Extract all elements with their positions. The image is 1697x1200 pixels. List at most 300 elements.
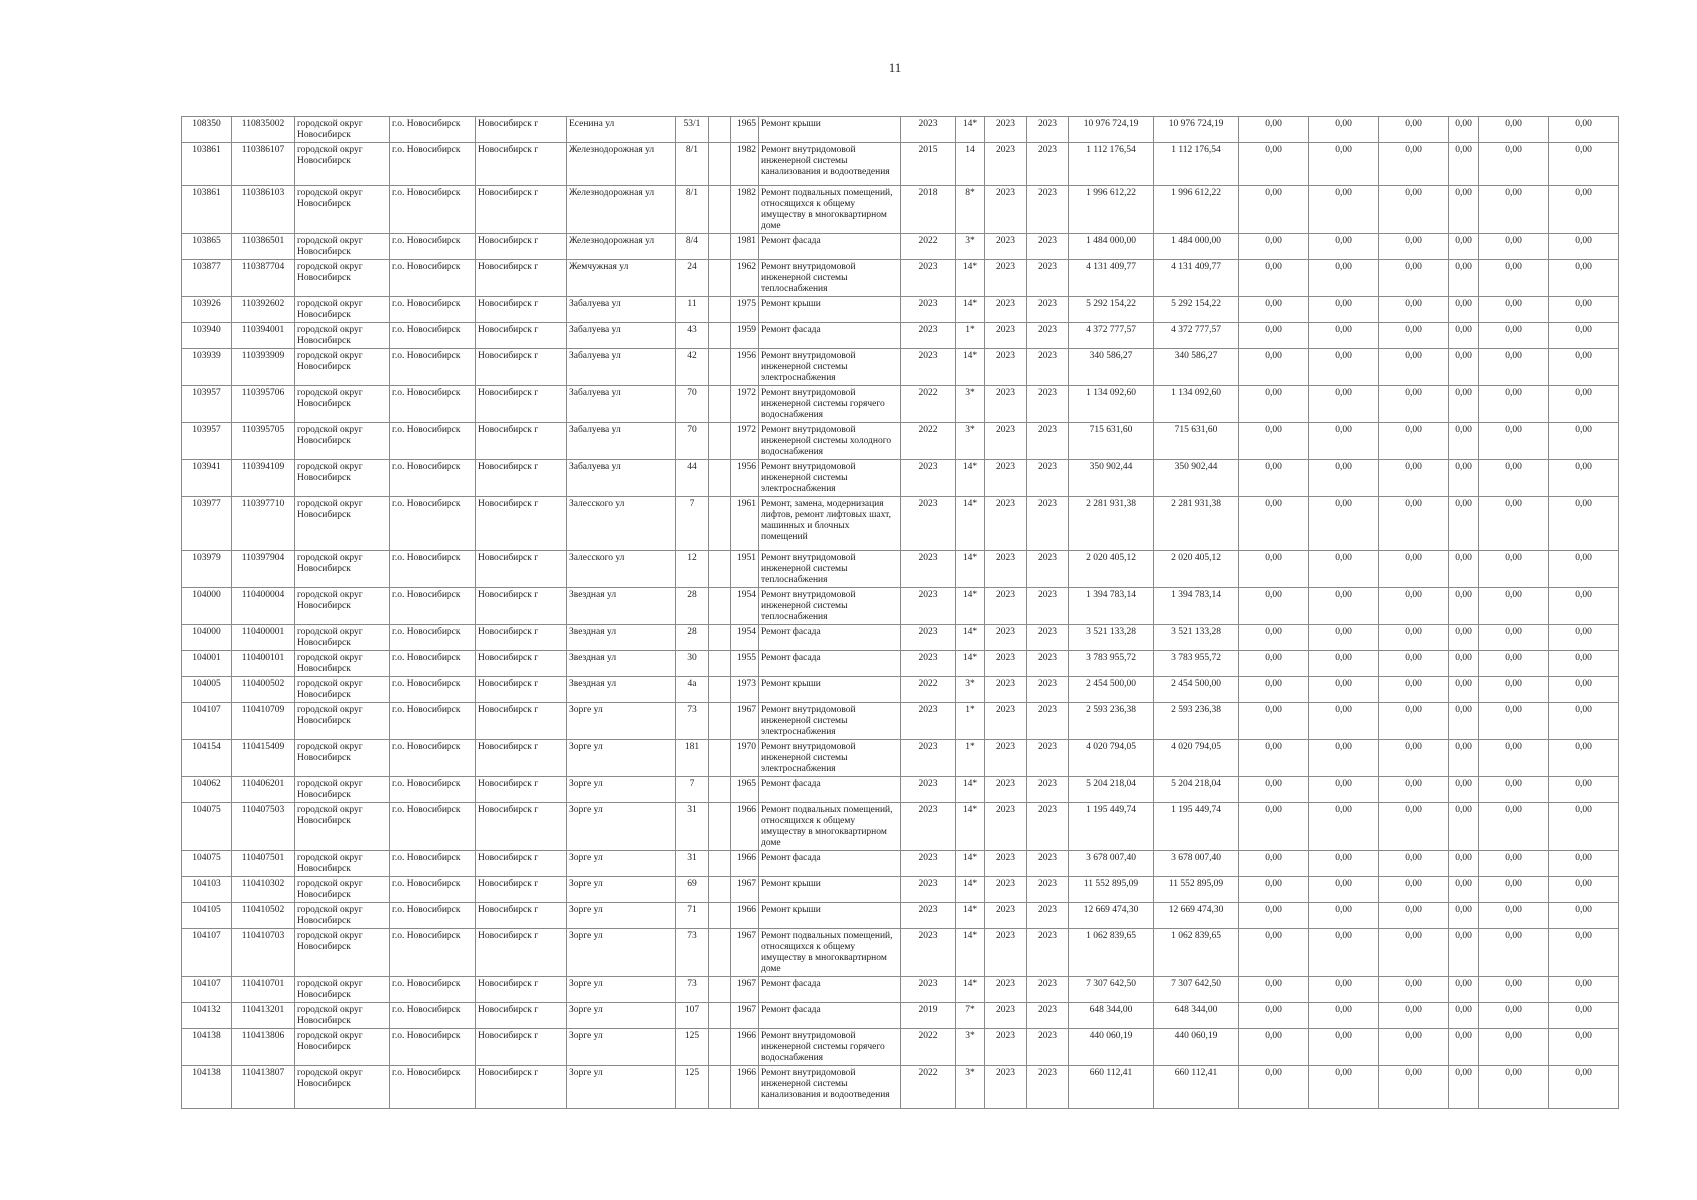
cell-street: Звездная ул [567,651,676,677]
table-row [182,234,1619,260]
cell-work-type: Ремонт фасада [759,851,901,877]
cell-district: г.о. Новосибирск [390,460,476,497]
cell-other-funds-share: 0,00 [1449,777,1479,803]
table-row [182,651,1619,677]
cell-district: г.о. Новосибирск [390,117,476,143]
cell-owner-funds: 0,00 [1479,703,1549,740]
cell-program-id: 110386501 [232,234,295,260]
cell-build-year: 1956 [731,349,759,386]
cell-end-year: 2023 [1027,386,1069,423]
table-row [182,143,1619,186]
cell-start-year: 2023 [985,625,1027,651]
cell-build-year: 1972 [731,386,759,423]
cell-regional-funds: 0,00 [1309,677,1379,703]
cell-street: Железнодорожная ул [567,143,676,186]
cell-fund-cost: 2 020 405,12 [1154,551,1239,588]
cell-work-type: Ремонт внутридомовой инженерной системы холодного водоснабжения [759,423,901,460]
cell-work-type: Ремонт подвальных помещений, относящихся к общему имуществу в многоквартирном доме [759,803,901,851]
cell-house-number: 24 [676,260,709,297]
cell-settlement: Новосибирск г [476,803,567,851]
cell-street: Зорге ул [567,877,676,903]
cell-program-id: 110394001 [232,323,295,349]
cell-start-year: 2023 [985,386,1027,423]
table-row [182,260,1619,297]
cell-work-type: Ремонт фасада [759,625,901,651]
cell-priority: 7* [956,1003,985,1029]
cell-build-year: 1965 [731,117,759,143]
page-number: 11 [888,60,902,75]
spacer-cell [709,740,731,777]
cell-house-number: 31 [676,851,709,877]
cell-federal-funds: 0,00 [1239,877,1309,903]
cell-owner-funds: 0,00 [1479,1003,1549,1029]
cell-house-number: 11 [676,297,709,323]
cell-build-year: 1966 [731,1066,759,1109]
cell-priority: 14* [956,777,985,803]
cell-district: г.о. Новосибирск [390,588,476,625]
cell-house-number: 7 [676,777,709,803]
cell-work-type: Ремонт фасада [759,234,901,260]
spacer-cell [709,651,731,677]
cell-street: Жемчужная ул [567,260,676,297]
cell-federal-funds: 0,00 [1239,977,1309,1003]
cell-house-number: 70 [676,423,709,460]
cell-house-id: 104138 [182,1029,232,1066]
cell-regional-funds: 0,00 [1309,423,1379,460]
cell-regional-funds: 0,00 [1309,117,1379,143]
cell-local-funds: 0,00 [1379,803,1449,851]
cell-settlement: Новосибирск г [476,777,567,803]
cell-settlement: Новосибирск г [476,625,567,651]
cell-owner-funds: 0,00 [1479,588,1549,625]
cell-work-type: Ремонт внутридомовой инженерной системы горячего водоснабжения [759,1029,901,1066]
cell-fund-cost: 4 131 409,77 [1154,260,1239,297]
spacer-cell [709,497,731,551]
cell-extra-funds: 0,00 [1549,260,1619,297]
spacer-cell [709,1066,731,1109]
cell-fund-cost: 2 593 236,38 [1154,703,1239,740]
cell-start-year: 2023 [985,677,1027,703]
cell-owner-funds: 0,00 [1479,423,1549,460]
cell-regional-funds: 0,00 [1309,143,1379,186]
cell-federal-funds: 0,00 [1239,677,1309,703]
cell-settlement: Новосибирск г [476,260,567,297]
cell-build-year: 1973 [731,677,759,703]
cell-regional-funds: 0,00 [1309,1003,1379,1029]
cell-settlement: Новосибирск г [476,877,567,903]
cell-fund-cost: 1 996 612,22 [1154,186,1239,234]
cell-end-year: 2023 [1027,703,1069,740]
cell-district: г.о. Новосибирск [390,651,476,677]
cell-local-funds: 0,00 [1379,460,1449,497]
cell-build-year: 1982 [731,186,759,234]
cell-street: Зорге ул [567,977,676,1003]
cell-house-id: 104138 [182,1066,232,1109]
table-row [182,740,1619,777]
cell-other-funds-share: 0,00 [1449,803,1479,851]
cell-federal-funds: 0,00 [1239,625,1309,651]
cell-local-funds: 0,00 [1379,1066,1449,1109]
cell-start-year: 2023 [985,777,1027,803]
cell-extra-funds: 0,00 [1549,143,1619,186]
cell-total-cost: 1 394 783,14 [1069,588,1154,625]
cell-fund-cost: 350 902,44 [1154,460,1239,497]
cell-district: г.о. Новосибирск [390,1066,476,1109]
cell-house-number: 125 [676,1029,709,1066]
table-row [182,803,1619,851]
cell-work-type: Ремонт внутридомовой инженерной системы теплоснабжения [759,551,901,588]
cell-priority: 1* [956,703,985,740]
cell-plan-year: 2023 [901,777,956,803]
cell-municipality: городской округ Новосибирск [295,977,390,1003]
cell-fund-cost: 1 134 092,60 [1154,386,1239,423]
cell-regional-funds: 0,00 [1309,386,1379,423]
cell-district: г.о. Новосибирск [390,143,476,186]
cell-fund-cost: 3 678 007,40 [1154,851,1239,877]
cell-work-type: Ремонт фасада [759,1003,901,1029]
cell-extra-funds: 0,00 [1549,903,1619,929]
cell-total-cost: 4 372 777,57 [1069,323,1154,349]
cell-end-year: 2023 [1027,803,1069,851]
table-row [182,1066,1619,1109]
cell-program-id: 110415409 [232,740,295,777]
cell-owner-funds: 0,00 [1479,851,1549,877]
cell-fund-cost: 660 112,41 [1154,1066,1239,1109]
cell-house-number: 73 [676,929,709,977]
cell-street: Зорге ул [567,1066,676,1109]
cell-local-funds: 0,00 [1379,851,1449,877]
cell-end-year: 2023 [1027,929,1069,977]
cell-house-number: 43 [676,323,709,349]
cell-street: Звездная ул [567,625,676,651]
cell-work-type: Ремонт внутридомовой инженерной системы электроснабжения [759,460,901,497]
cell-end-year: 2023 [1027,651,1069,677]
cell-house-id: 103979 [182,551,232,588]
spacer-cell [709,625,731,651]
cell-street: Железнодорожная ул [567,186,676,234]
cell-extra-funds: 0,00 [1549,386,1619,423]
table-row [182,1003,1619,1029]
spacer-cell [709,260,731,297]
cell-house-number: 44 [676,460,709,497]
cell-house-number: 181 [676,740,709,777]
cell-end-year: 2023 [1027,677,1069,703]
cell-owner-funds: 0,00 [1479,903,1549,929]
cell-street: Есенина ул [567,117,676,143]
cell-total-cost: 1 996 612,22 [1069,186,1154,234]
cell-build-year: 1967 [731,703,759,740]
cell-priority: 14* [956,588,985,625]
cell-work-type: Ремонт фасада [759,977,901,1003]
cell-start-year: 2023 [985,117,1027,143]
cell-extra-funds: 0,00 [1549,625,1619,651]
cell-priority: 14* [956,929,985,977]
cell-settlement: Новосибирск г [476,143,567,186]
cell-municipality: городской округ Новосибирск [295,588,390,625]
cell-extra-funds: 0,00 [1549,703,1619,740]
spacer-cell [709,551,731,588]
spacer-cell [709,588,731,625]
cell-total-cost: 4 131 409,77 [1069,260,1154,297]
cell-plan-year: 2015 [901,143,956,186]
table-row [182,460,1619,497]
cell-priority: 3* [956,386,985,423]
cell-other-funds-share: 0,00 [1449,625,1479,651]
cell-extra-funds: 0,00 [1549,551,1619,588]
cell-fund-cost: 2 454 500,00 [1154,677,1239,703]
cell-house-number: 8/4 [676,234,709,260]
cell-extra-funds: 0,00 [1549,497,1619,551]
cell-extra-funds: 0,00 [1549,740,1619,777]
table-row [182,903,1619,929]
cell-house-id: 108350 [182,117,232,143]
cell-regional-funds: 0,00 [1309,1029,1379,1066]
cell-local-funds: 0,00 [1379,1029,1449,1066]
cell-municipality: городской округ Новосибирск [295,625,390,651]
cell-fund-cost: 1 394 783,14 [1154,588,1239,625]
cell-regional-funds: 0,00 [1309,186,1379,234]
cell-local-funds: 0,00 [1379,143,1449,186]
cell-municipality: городской округ Новосибирск [295,903,390,929]
cell-house-id: 103957 [182,423,232,460]
cell-program-id: 110413806 [232,1029,295,1066]
table-row [182,323,1619,349]
cell-end-year: 2023 [1027,423,1069,460]
cell-federal-funds: 0,00 [1239,551,1309,588]
cell-local-funds: 0,00 [1379,1003,1449,1029]
cell-program-id: 110386103 [232,186,295,234]
cell-build-year: 1967 [731,1003,759,1029]
cell-program-id: 110413807 [232,1066,295,1109]
cell-priority: 8* [956,186,985,234]
cell-street: Забалуева ул [567,386,676,423]
cell-fund-cost: 2 281 931,38 [1154,497,1239,551]
cell-total-cost: 660 112,41 [1069,1066,1154,1109]
cell-federal-funds: 0,00 [1239,386,1309,423]
cell-house-id: 103865 [182,234,232,260]
cell-work-type: Ремонт крыши [759,677,901,703]
cell-plan-year: 2023 [901,703,956,740]
cell-federal-funds: 0,00 [1239,851,1309,877]
cell-district: г.о. Новосибирск [390,1029,476,1066]
cell-district: г.о. Новосибирск [390,777,476,803]
spacer-cell [709,929,731,977]
cell-settlement: Новосибирск г [476,740,567,777]
cell-plan-year: 2023 [901,625,956,651]
cell-municipality: городской округ Новосибирск [295,551,390,588]
cell-plan-year: 2023 [901,117,956,143]
cell-house-id: 103861 [182,186,232,234]
cell-other-funds-share: 0,00 [1449,386,1479,423]
cell-owner-funds: 0,00 [1479,234,1549,260]
cell-end-year: 2023 [1027,117,1069,143]
cell-program-id: 110394109 [232,460,295,497]
cell-settlement: Новосибирск г [476,349,567,386]
cell-settlement: Новосибирск г [476,903,567,929]
cell-district: г.о. Новосибирск [390,977,476,1003]
cell-owner-funds: 0,00 [1479,677,1549,703]
cell-district: г.о. Новосибирск [390,386,476,423]
cell-end-year: 2023 [1027,260,1069,297]
cell-build-year: 1956 [731,460,759,497]
cell-house-id: 103941 [182,460,232,497]
cell-other-funds-share: 0,00 [1449,877,1479,903]
cell-plan-year: 2022 [901,1066,956,1109]
cell-plan-year: 2022 [901,423,956,460]
cell-federal-funds: 0,00 [1239,143,1309,186]
cell-regional-funds: 0,00 [1309,777,1379,803]
cell-owner-funds: 0,00 [1479,1066,1549,1109]
cell-street: Зорге ул [567,903,676,929]
cell-end-year: 2023 [1027,903,1069,929]
cell-priority: 3* [956,1029,985,1066]
repair-program-table [181,116,1619,1109]
cell-extra-funds: 0,00 [1549,297,1619,323]
cell-owner-funds: 0,00 [1479,929,1549,977]
table-row [182,777,1619,803]
table-row [182,1029,1619,1066]
cell-work-type: Ремонт подвальных помещений, относящихся к общему имуществу в многоквартирном доме [759,186,901,234]
cell-other-funds-share: 0,00 [1449,703,1479,740]
cell-street: Звездная ул [567,677,676,703]
cell-start-year: 2023 [985,551,1027,588]
cell-federal-funds: 0,00 [1239,1066,1309,1109]
cell-end-year: 2023 [1027,460,1069,497]
cell-regional-funds: 0,00 [1309,234,1379,260]
cell-municipality: городской округ Новосибирск [295,1066,390,1109]
cell-street: Зорге ул [567,1003,676,1029]
cell-priority: 14* [956,977,985,1003]
cell-regional-funds: 0,00 [1309,260,1379,297]
cell-fund-cost: 715 631,60 [1154,423,1239,460]
cell-total-cost: 350 902,44 [1069,460,1154,497]
cell-other-funds-share: 0,00 [1449,497,1479,551]
cell-work-type: Ремонт фасада [759,323,901,349]
cell-owner-funds: 0,00 [1479,117,1549,143]
cell-other-funds-share: 0,00 [1449,551,1479,588]
cell-settlement: Новосибирск г [476,851,567,877]
cell-work-type: Ремонт крыши [759,903,901,929]
cell-end-year: 2023 [1027,851,1069,877]
table-row [182,588,1619,625]
cell-district: г.о. Новосибирск [390,186,476,234]
cell-end-year: 2023 [1027,977,1069,1003]
cell-program-id: 110410701 [232,977,295,1003]
cell-federal-funds: 0,00 [1239,460,1309,497]
cell-federal-funds: 0,00 [1239,703,1309,740]
cell-federal-funds: 0,00 [1239,349,1309,386]
cell-house-number: 8/1 [676,186,709,234]
cell-owner-funds: 0,00 [1479,977,1549,1003]
cell-plan-year: 2023 [901,977,956,1003]
cell-fund-cost: 3 521 133,28 [1154,625,1239,651]
cell-other-funds-share: 0,00 [1449,977,1479,1003]
cell-regional-funds: 0,00 [1309,977,1379,1003]
cell-plan-year: 2022 [901,677,956,703]
cell-extra-funds: 0,00 [1549,186,1619,234]
cell-settlement: Новосибирск г [476,386,567,423]
cell-street: Железнодорожная ул [567,234,676,260]
cell-fund-cost: 7 307 642,50 [1154,977,1239,1003]
cell-house-number: 69 [676,877,709,903]
cell-municipality: городской округ Новосибирск [295,117,390,143]
cell-local-funds: 0,00 [1379,903,1449,929]
cell-settlement: Новосибирск г [476,497,567,551]
cell-start-year: 2023 [985,803,1027,851]
cell-plan-year: 2019 [901,1003,956,1029]
cell-house-number: 31 [676,803,709,851]
cell-extra-funds: 0,00 [1549,1029,1619,1066]
cell-extra-funds: 0,00 [1549,423,1619,460]
cell-federal-funds: 0,00 [1239,803,1309,851]
cell-regional-funds: 0,00 [1309,551,1379,588]
cell-house-number: 28 [676,625,709,651]
cell-plan-year: 2022 [901,1029,956,1066]
cell-owner-funds: 0,00 [1479,740,1549,777]
cell-start-year: 2023 [985,460,1027,497]
cell-priority: 14* [956,260,985,297]
cell-local-funds: 0,00 [1379,651,1449,677]
spacer-cell [709,423,731,460]
cell-end-year: 2023 [1027,777,1069,803]
cell-extra-funds: 0,00 [1549,777,1619,803]
cell-house-number: 125 [676,1066,709,1109]
cell-house-id: 103957 [182,386,232,423]
cell-house-id: 103877 [182,260,232,297]
cell-end-year: 2023 [1027,143,1069,186]
spacer-cell [709,877,731,903]
cell-district: г.о. Новосибирск [390,551,476,588]
cell-work-type: Ремонт, замена, модернизация лифтов, ремонт лифтовых шахт, машинных и блочных помещений [759,497,901,551]
cell-owner-funds: 0,00 [1479,497,1549,551]
cell-fund-cost: 1 112 176,54 [1154,143,1239,186]
cell-program-id: 110410502 [232,903,295,929]
cell-other-funds-share: 0,00 [1449,929,1479,977]
cell-other-funds-share: 0,00 [1449,349,1479,386]
cell-regional-funds: 0,00 [1309,349,1379,386]
cell-house-id: 104105 [182,903,232,929]
cell-house-number: 73 [676,703,709,740]
cell-total-cost: 715 631,60 [1069,423,1154,460]
cell-work-type: Ремонт подвальных помещений, относящихся к общему имуществу в многоквартирном доме [759,929,901,977]
cell-total-cost: 4 020 794,05 [1069,740,1154,777]
cell-house-id: 103940 [182,323,232,349]
cell-settlement: Новосибирск г [476,460,567,497]
cell-other-funds-share: 0,00 [1449,1029,1479,1066]
cell-total-cost: 2 593 236,38 [1069,703,1154,740]
cell-settlement: Новосибирск г [476,117,567,143]
cell-federal-funds: 0,00 [1239,260,1309,297]
cell-program-id: 110410302 [232,877,295,903]
cell-house-id: 104107 [182,929,232,977]
cell-fund-cost: 12 669 474,30 [1154,903,1239,929]
cell-start-year: 2023 [985,323,1027,349]
cell-work-type: Ремонт внутридомовой инженерной системы теплоснабжения [759,260,901,297]
cell-fund-cost: 340 586,27 [1154,349,1239,386]
cell-house-id: 104005 [182,677,232,703]
cell-extra-funds: 0,00 [1549,851,1619,877]
cell-total-cost: 12 669 474,30 [1069,903,1154,929]
cell-house-id: 104132 [182,1003,232,1029]
cell-municipality: городской округ Новосибирск [295,651,390,677]
cell-federal-funds: 0,00 [1239,497,1309,551]
cell-start-year: 2023 [985,977,1027,1003]
spacer-cell [709,349,731,386]
cell-plan-year: 2023 [901,877,956,903]
cell-start-year: 2023 [985,143,1027,186]
cell-fund-cost: 440 060,19 [1154,1029,1239,1066]
spacer-cell [709,703,731,740]
